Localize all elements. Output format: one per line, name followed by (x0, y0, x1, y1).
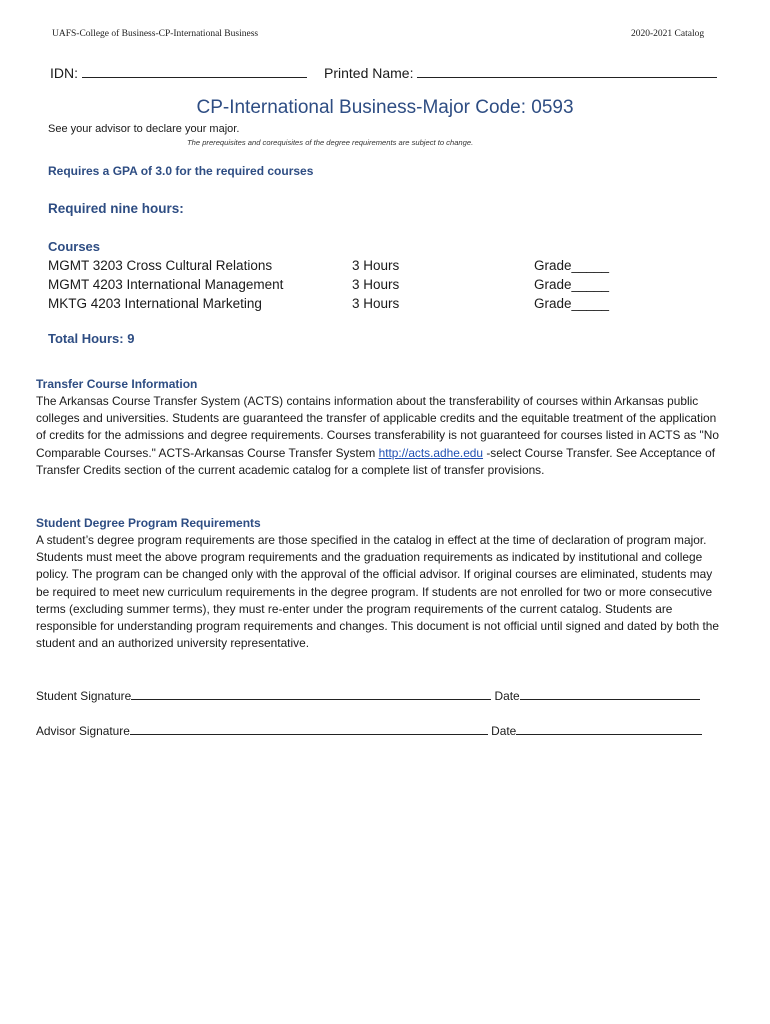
header-left: UAFS-College of Business-CP-International Business (52, 29, 259, 39)
student-signature-line (131, 699, 491, 700)
course-grade[interactable]: Grade_____ (534, 277, 610, 292)
course-grade[interactable]: Grade_____ (534, 296, 610, 311)
transfer-text-continued: -select Course Transfer. See Acceptance of Transfer Credits section of the current academic catalog for a complete list of transfer provisions. (36, 445, 716, 477)
idn-field[interactable] (50, 65, 307, 81)
idn-line (82, 77, 307, 78)
advisor-date-label: Date (491, 724, 517, 738)
course-grade[interactable]: Grade_____ (534, 258, 610, 273)
required-hours-heading: Required nine hours: (48, 201, 184, 216)
course-hours: 3 Hours (352, 258, 400, 273)
header-right: 2020-2021 Catalog (631, 29, 705, 39)
student-date-label: Date (494, 689, 520, 703)
acts-link[interactable]: http://acts.adhe.edu (378, 445, 484, 460)
course-name: MGMT 4203 International Management (48, 277, 284, 292)
printed-name-label: Printed Name: (324, 65, 414, 81)
course-hours: 3 Hours (352, 277, 400, 292)
course-hours: 3 Hours (352, 296, 400, 311)
transfer-text: The Arkansas Course Transfer System (ACTS) contains information about the transferability of courses within Arkansas public colleges and universities. Students are guaranteed the transfer of applicable credits and the equitable treatment of the application of credits for the admissions and degree requirements. Courses transferability is not guaranteed for courses listed in ACTS as "No Comparable Courses." ACTS-Arkansas Course Transfer System (36, 394, 719, 460)
advisor-signature-label: Advisor Signature (36, 724, 130, 738)
program-requirements-heading: Student Degree Program Requirements (36, 516, 261, 530)
transfer-heading: Transfer Course Information (36, 377, 198, 391)
total-hours: Total Hours: 9 (48, 331, 135, 346)
student-signature-label: Student Signature (36, 689, 132, 703)
transfer-paragraph (36, 393, 726, 479)
course-name: MKTG 4203 International Marketing (48, 296, 262, 311)
program-requirements-paragraph: A student’s degree program requirements are those specified in the catalog in effect at the time of declaration of program major. Students must meet the above program requirements and the graduation requirements as indicated by institutional and college policy. The program can be changed only with the approval of the official advisor. If original courses are eliminated, students may be required to meet new curriculum requirements in the degree program. If students are not enrolled for two or more consecutive terms (excluding summer terms), they must re-enter under the program requirements of the current catalog. Students are responsible for understanding program requirements and changes. This document is not official until signed and dated by both the student and an authorized university representative. (36, 533, 720, 651)
student-signature-row[interactable] (36, 689, 700, 703)
courses-heading: Courses (48, 239, 101, 254)
gpa-requirement: Requires a GPA of 3.0 for the required courses (48, 164, 314, 178)
advisor-signature-row[interactable] (36, 724, 702, 738)
advisor-date-line (516, 734, 702, 735)
student-date-line (520, 699, 700, 700)
course-name: MGMT 3203 Cross Cultural Relations (48, 258, 273, 273)
prereq-note: The prerequisites and corequisites of the degree requirements are subject to change. (187, 138, 474, 147)
advisor-note: See your advisor to declare your major. (48, 123, 240, 135)
advisor-signature-line (130, 734, 488, 735)
page-title: CP-International Business-Major Code: 0593 (196, 97, 574, 118)
printed-name-field[interactable] (324, 65, 717, 81)
idn-label: IDN: (50, 65, 78, 81)
printed-name-line (417, 77, 717, 78)
